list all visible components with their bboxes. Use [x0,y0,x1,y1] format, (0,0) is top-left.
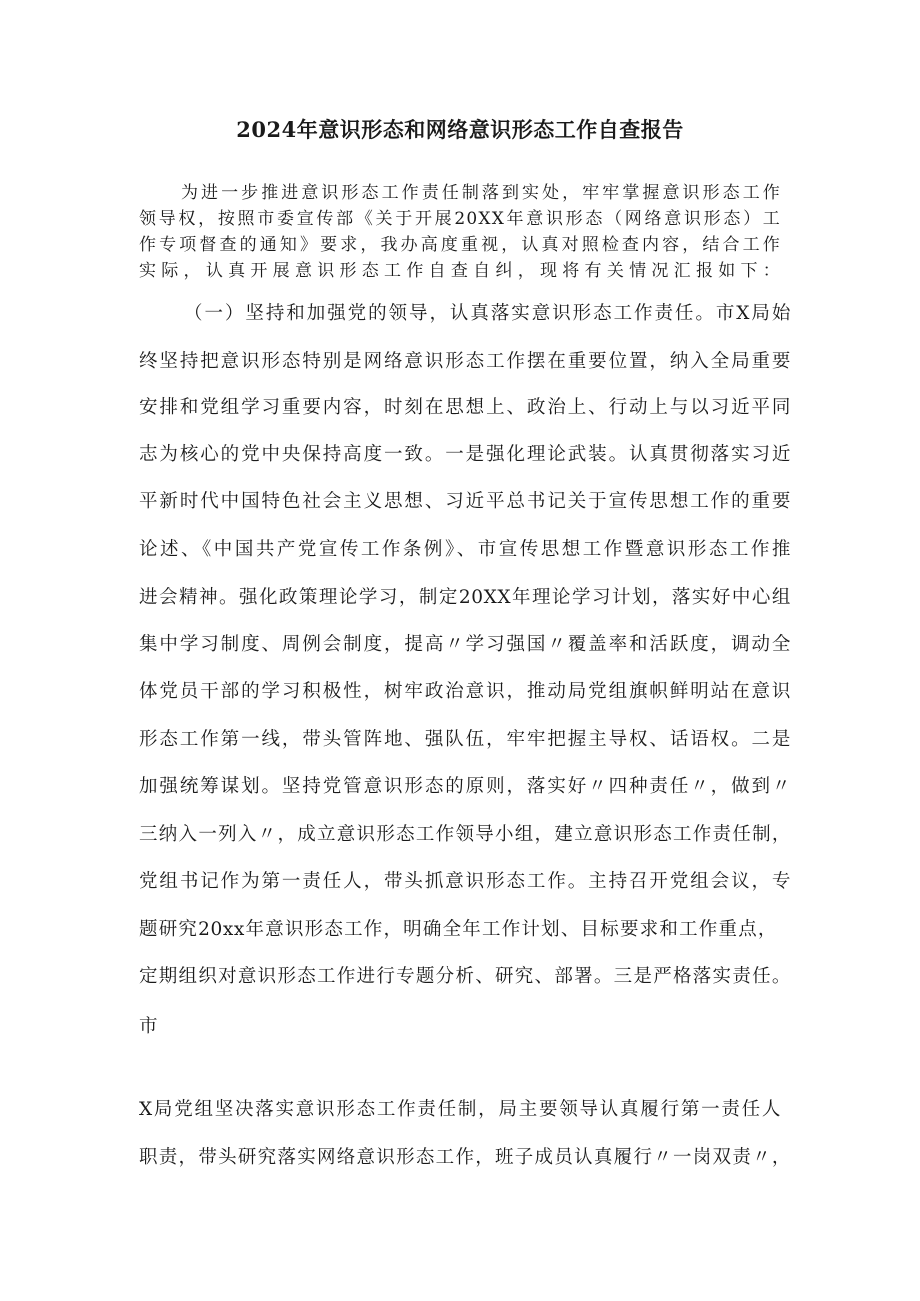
intro-line: 为进一步推进意识形态工作责任制落到实处，牢牢掌握意识形态工作 [181,183,781,203]
body-line: 加强统筹谋划。坚持党管意识形态的原则，落实好〃四种责任〃，做到〃 [139,776,791,797]
body-line: 形态工作第一线，带头管阵地、强队伍，牢牢把握主导权、话语权。二是 [139,729,791,750]
body-line: 党组书记作为第一责任人，带头抓意识形态工作。主持召开党组会议，专 [139,871,791,892]
body-line: 定期组织对意识形态工作进行专题分析、研究、部署。三是严格落实责任。 [139,966,791,987]
body-line: 平新时代中国特色社会主义思想、习近平总书记关于宣传思想工作的重要 [139,491,791,512]
intro-line: 领导权，按照市委宣传部《关于开展20XX年意识形态（网络意识形态）工 [139,209,781,229]
intro-line: 作专项督查的通知》要求，我办高度重视，认真对照检查内容，结合工作 [139,235,781,255]
body-line: 题研究20xx年意识形态工作，明确全年工作计划、目标要求和工作重点， [139,919,777,940]
body-line: 安排和党组学习重要内容，时刻在思想上、政治上、行动上与以习近平同 [139,397,791,418]
body-line: 市 [139,1016,159,1037]
body-line: 志为核心的党中央保持高度一致。一是强化理论武装。认真贯彻落实习近 [139,444,791,465]
body-line: 职责，带头研究落实网络意识形态工作，班子成员认真履行〃一岗双责〃， [139,1147,791,1168]
document-title: 2024年意识形态和网络意识形态工作自查报告 [236,117,684,142]
body-line: 终坚持把意识形态特别是网络意识形态工作摆在重要位置，纳入全局重要 [139,351,791,372]
body-line: 论述、《中国共产党宣传工作条例》、市宣传思想工作暨意识形态工作推 [139,539,791,560]
body-line: X局党组坚决落实意识形态工作责任制，局主要领导认真履行第一责任人 [139,1099,781,1120]
intro-line: 实际，认真开展意识形态工作自查自纠，现将有关情况汇报如下： [139,261,781,281]
body-line: 体党员干部的学习积极性，树牢政治意识，推动局党组旗帜鲜明站在意识 [139,681,791,702]
body-line: 进会精神。强化政策理论学习，制定20XX年理论学习计划，落实好中心组 [139,587,791,608]
body-line: 集中学习制度、周例会制度，提高〃学习强国〃覆盖率和活跃度，调动全 [139,634,791,655]
body-line: 三纳入一列入〃，成立意识形态工作领导小组，建立意识形态工作责任制， [139,824,791,845]
body-line: （一）坚持和加强党的领导，认真落实意识形态工作责任。市X局始 [184,303,791,324]
